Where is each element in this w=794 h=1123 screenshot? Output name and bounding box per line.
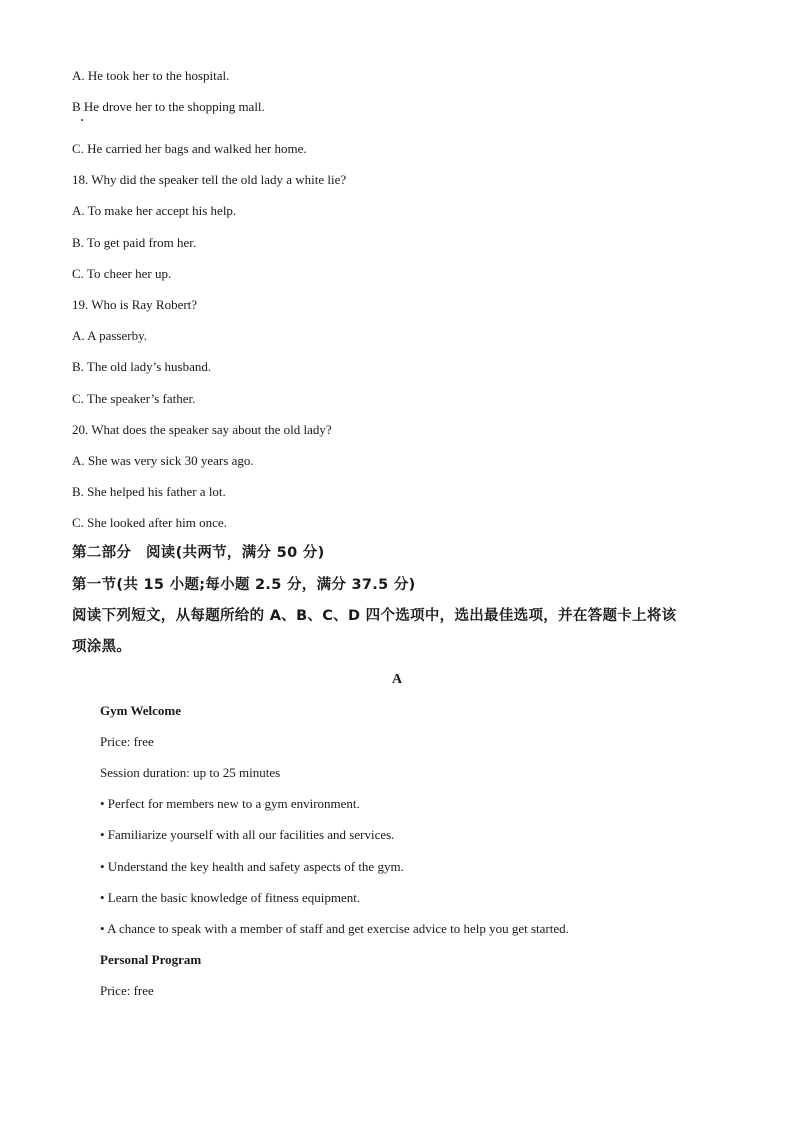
part2-heading: 第二部分 阅读(共两节，满分 50 分)	[72, 545, 325, 561]
q20-option-a: A. She was very sick 30 years ago.	[72, 453, 254, 468]
q19-option-a: A. A passerby.	[72, 328, 147, 343]
gym-welcome-title: Gym Welcome	[100, 703, 181, 718]
instruction-line-1: 阅读下列短文，从每题所给的 A、B、C、D 四个选项中，选出最佳选项，并在答题卡上将该	[72, 608, 677, 624]
bullet-item: • Familiarize yourself with all our facilities and services.	[100, 827, 395, 842]
q20-question: 20. What does the speaker say about the old lady?	[72, 422, 332, 437]
q17-option-b: B He drove her to the shopping mall.	[72, 99, 265, 114]
q17-option-c: C. He carried her bags and walked her home.	[72, 141, 307, 156]
passage-label: A	[391, 672, 403, 687]
gym-welcome-price: Price: free	[100, 734, 154, 749]
q18-question: 18. Why did the speaker tell the old lady a white lie?	[72, 172, 347, 187]
q20-option-c: C. She looked after him once.	[72, 515, 227, 530]
q19-option-b: B. The old lady’s husband.	[72, 359, 212, 374]
q18-option-a: A. To make her accept his help.	[72, 203, 237, 218]
bullet-item: • Learn the basic knowledge of fitness equipment.	[100, 890, 361, 905]
personal-program-price: Price: free	[100, 983, 154, 998]
q19-option-c: C. The speaker’s father.	[72, 391, 196, 406]
q17-option-a: A. He took her to the hospital.	[72, 68, 230, 83]
stray-dot	[81, 119, 83, 121]
personal-program-title: Personal Program	[100, 952, 202, 967]
bullet-item: • Understand the key health and safety aspects of the gym.	[100, 859, 404, 874]
gym-welcome-duration: Session duration: up to 25 minutes	[100, 765, 281, 780]
q20-option-b: B. She helped his father a lot.	[72, 484, 226, 499]
q18-option-c: C. To cheer her up.	[72, 266, 172, 281]
instruction-line-2: 项涂黑。	[72, 639, 132, 655]
q19-question: 19. Who is Ray Robert?	[72, 297, 198, 312]
bullet-item: • A chance to speak with a member of staff and get exercise advice to help you get started.	[100, 921, 569, 936]
bullet-item: • Perfect for members new to a gym environment.	[100, 796, 360, 811]
q18-option-b: B. To get paid from her.	[72, 235, 197, 250]
section1-heading: 第一节(共 15 小题;每小题 2.5 分，满分 37.5 分)	[72, 577, 416, 593]
